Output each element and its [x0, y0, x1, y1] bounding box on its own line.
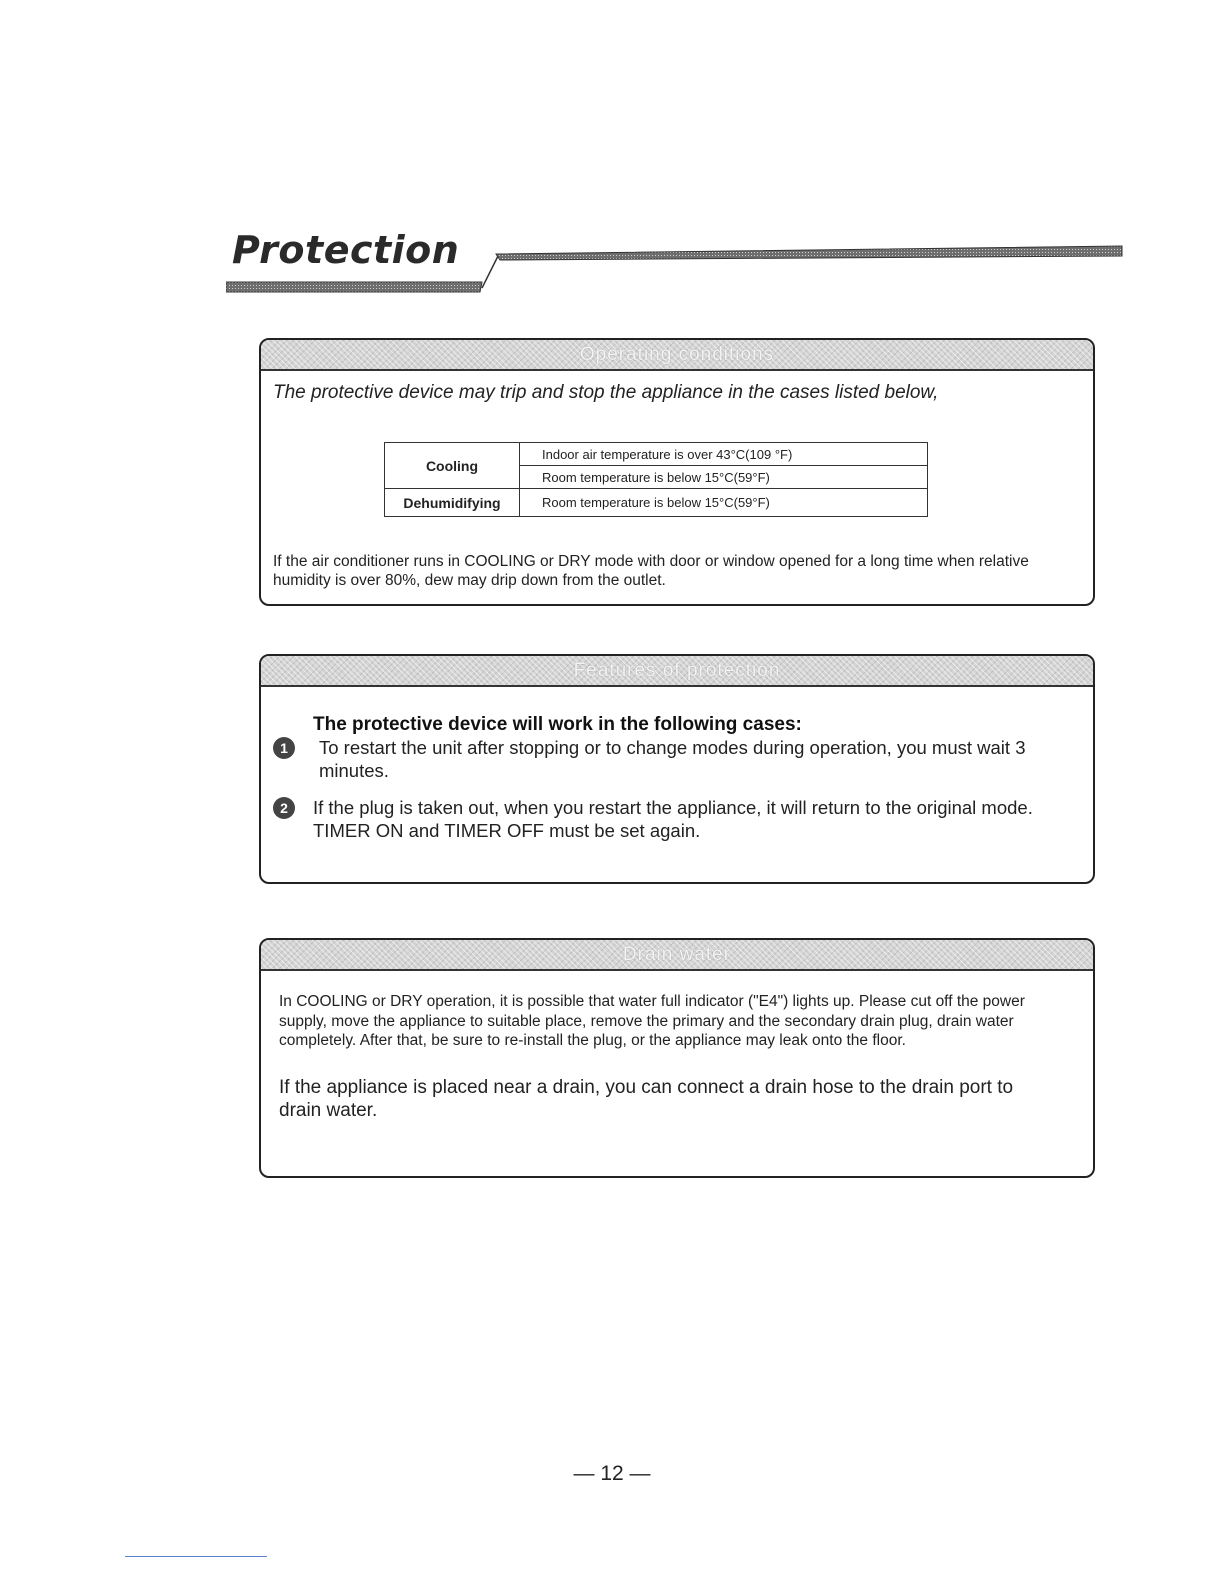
section-header: [261, 340, 1093, 371]
mode-dehumidifying: Dehumidifying: [385, 489, 520, 517]
section-header: [261, 940, 1093, 971]
section-header-label: Drain water: [622, 944, 732, 965]
number-1-icon: 1: [273, 737, 295, 759]
section-header-label: Features of protection: [573, 660, 781, 681]
drain-hose-note: If the appliance is placed near a drain, you can connect a drain hose to the drain port to drain water.: [279, 1077, 1014, 1121]
list-item-text: To restart the unit after stopping or to change modes during operation, you must wait 3 minutes.: [319, 737, 1026, 781]
footer-rule: [125, 1556, 267, 1557]
dew-note: If the air conditioner runs in COOLING or DRY mode with door or window opened for a long time when relative humidity is over 80%, dew may drip down from the outlet.: [273, 553, 1029, 589]
table-row: [385, 443, 928, 466]
conditions-table: [384, 442, 928, 517]
section-header-label: Operating conditions: [579, 344, 775, 365]
mode-cooling: Cooling: [385, 443, 520, 489]
list-item-text: If the plug is taken out, when you restart the appliance, it will return to the original mode. TIMER ON and TIMER OFF must be set again.: [313, 797, 1033, 841]
number-2-icon: 2: [273, 797, 295, 819]
condition-cell: Indoor air temperature is over 43°C(109 °F): [520, 443, 928, 466]
protection-heading: The protective device will work in the following cases:: [313, 714, 802, 735]
intro-text: The protective device may trip and stop the appliance in the cases listed below,: [273, 382, 939, 403]
table-row: [385, 489, 928, 517]
page-number: — 12 —: [573, 1462, 651, 1485]
operating-conditions-section: [259, 338, 1095, 606]
title-rule: [226, 240, 1124, 296]
drain-instructions: In COOLING or DRY operation, it is possible that water full indicator ("E4") lights up. Please cut off the power supply, move the appliance to suitable place, remove the primary and the secondary drain plug, drain water completely. After that, be sure to re-install the plug, or the appliance may leak onto the floor.: [279, 993, 1025, 1049]
features-of-protection-section: [259, 654, 1095, 884]
page-title: Protection: [232, 228, 460, 272]
section-header: [261, 656, 1093, 687]
condition-cell: Room temperature is below 15°C(59°F): [520, 466, 928, 489]
drain-water-section: [259, 938, 1095, 1178]
condition-cell: Room temperature is below 15°C(59°F): [520, 489, 928, 517]
